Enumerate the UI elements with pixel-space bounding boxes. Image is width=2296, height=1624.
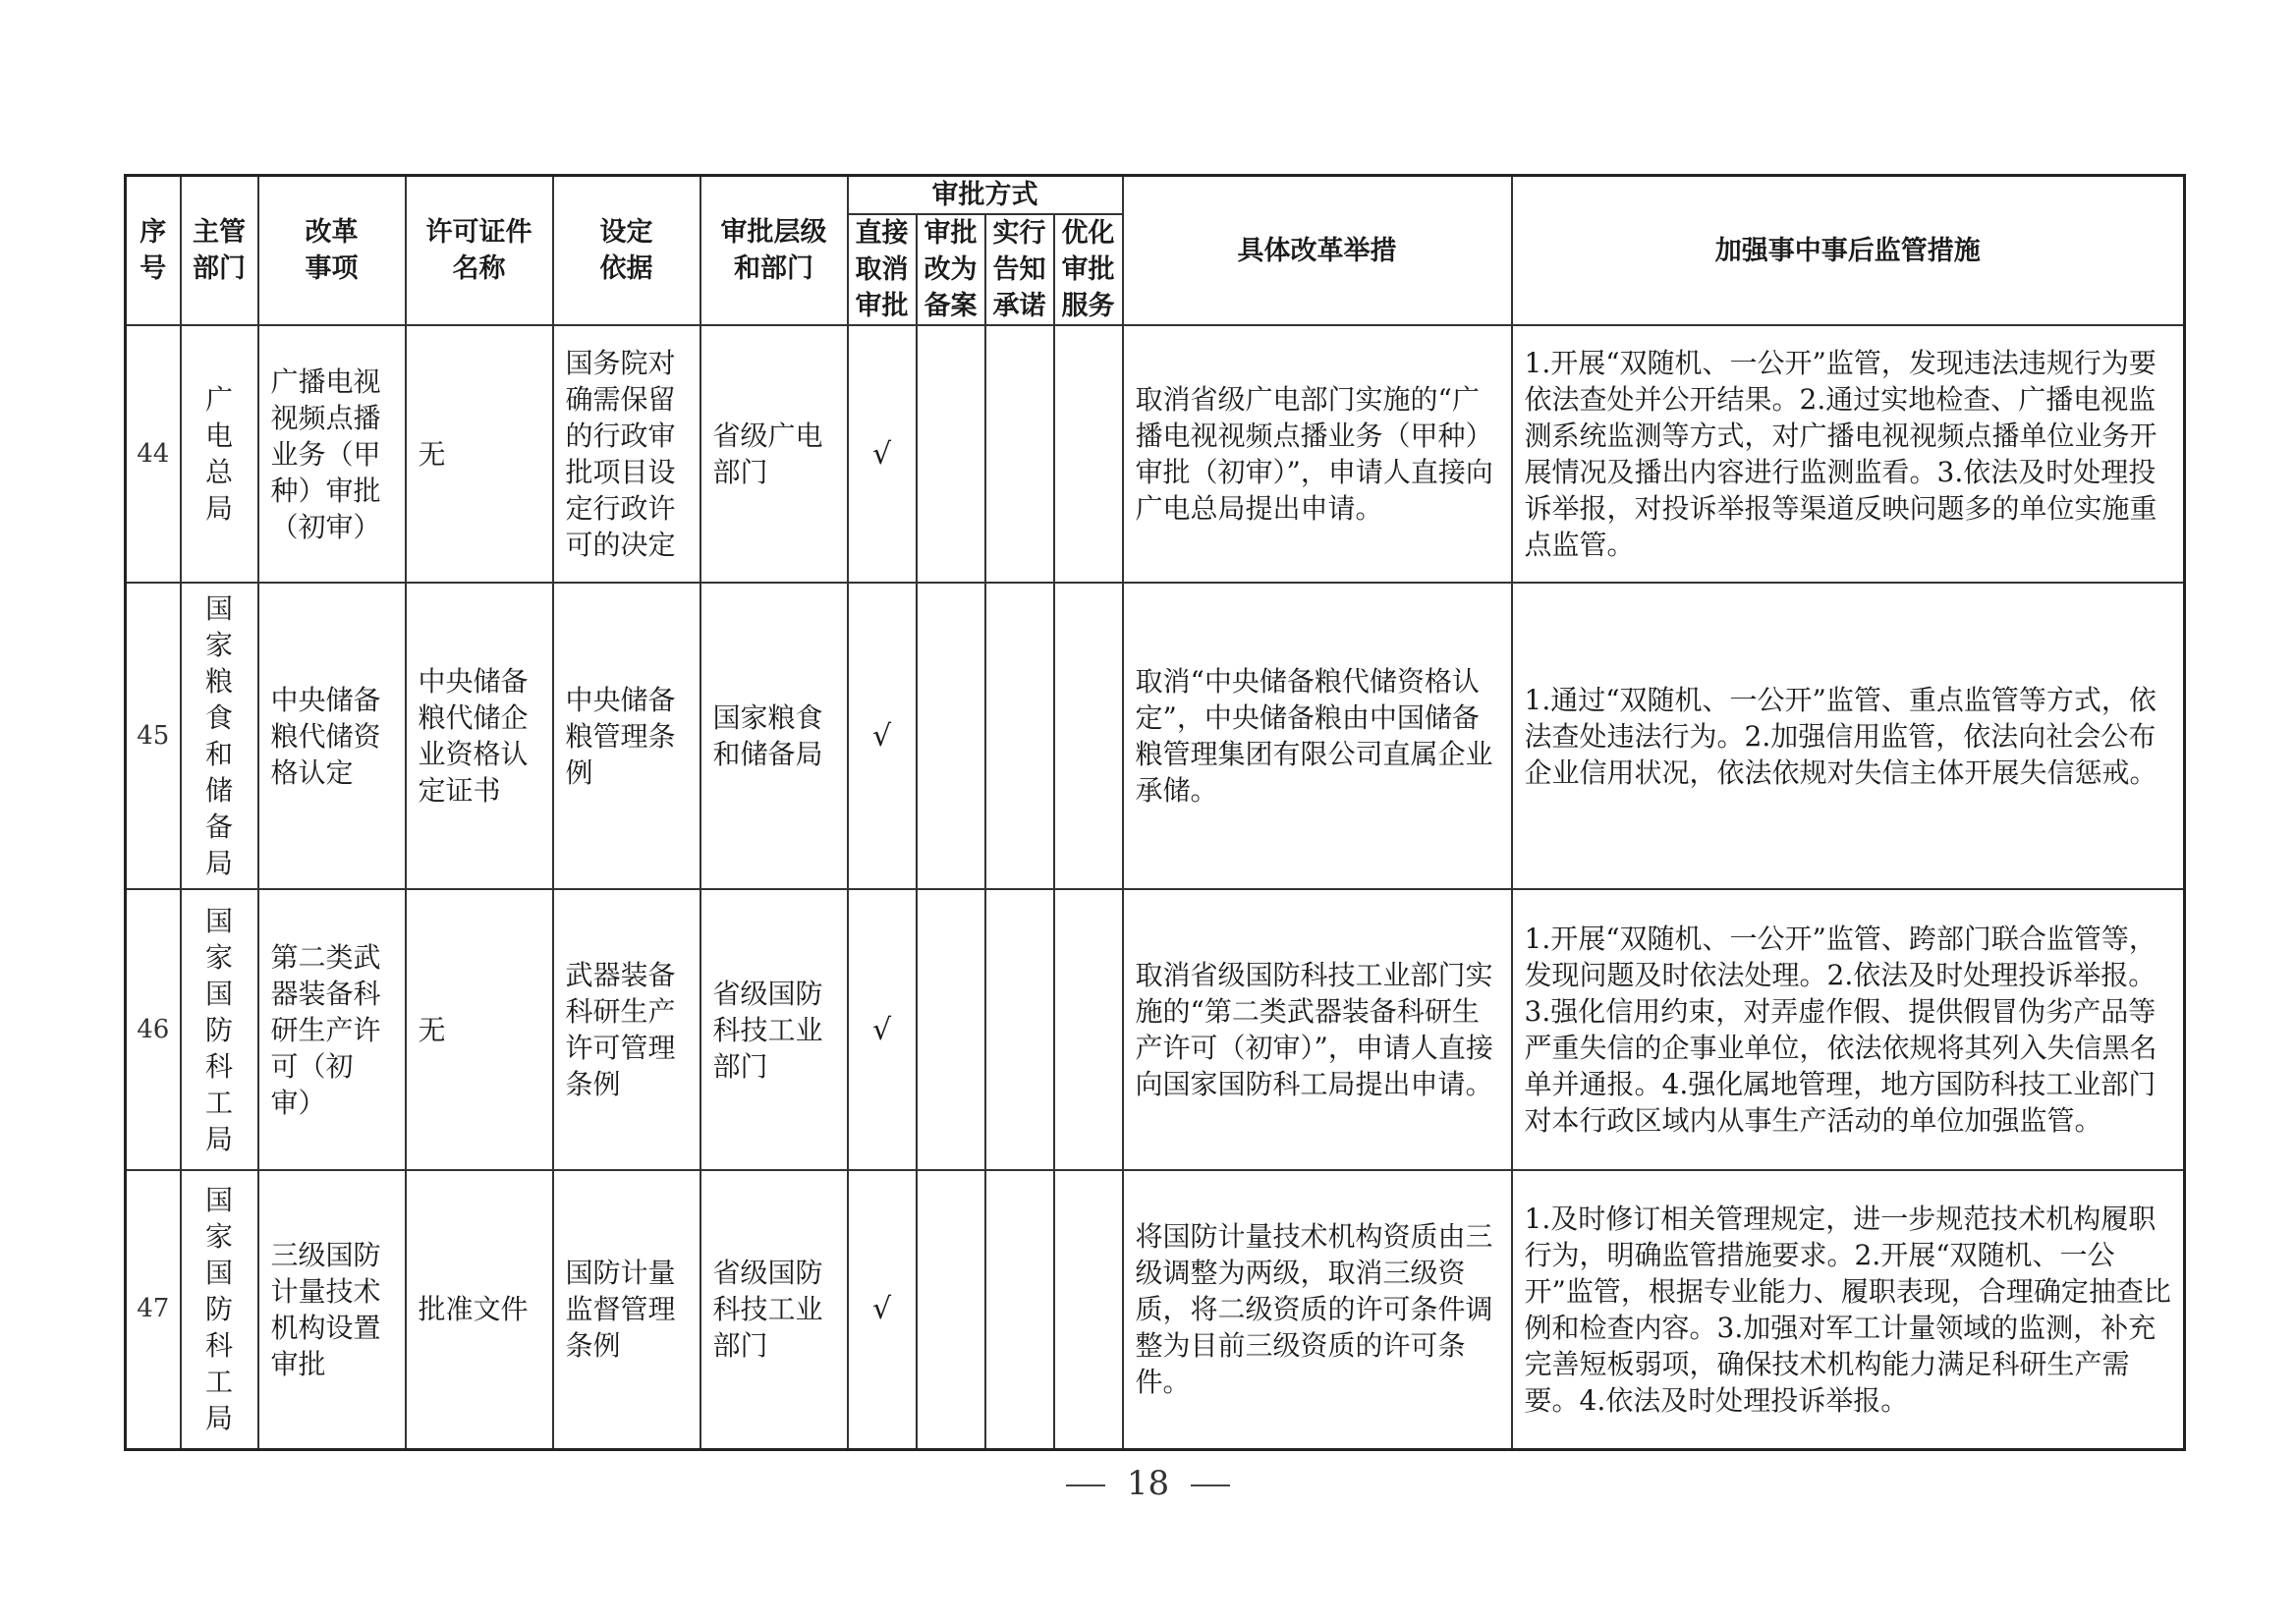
row-check-optimize bbox=[1054, 583, 1123, 889]
row-level: 省级国防科技工业部门 bbox=[700, 1170, 848, 1449]
row-check-notify bbox=[985, 1170, 1054, 1449]
header-method-filing: 审批改为备案 bbox=[917, 214, 985, 325]
row-check-notify bbox=[985, 583, 1054, 889]
row-seq: 47 bbox=[126, 1170, 181, 1449]
row-measures: 取消省级广电部门实施的“广播电视视频点播业务（甲种）审批（初审）”，申请人直接向广电总局提出申请。 bbox=[1123, 325, 1512, 583]
header-basis: 设定依据 bbox=[553, 176, 700, 326]
row-check-cancel: √ bbox=[848, 889, 917, 1170]
row-check-notify bbox=[985, 325, 1054, 583]
row-dept: 广电总局 bbox=[181, 325, 258, 583]
row-level: 国家粮食和储备局 bbox=[700, 583, 848, 889]
row-license: 中央储备粮代储企业资格认定证书 bbox=[406, 583, 553, 889]
row-item: 三级国防计量技术机构设置审批 bbox=[258, 1170, 406, 1449]
row-basis: 国防计量监督管理条例 bbox=[553, 1170, 700, 1449]
row-check-notify bbox=[985, 889, 1054, 1170]
row-check-cancel: √ bbox=[848, 1170, 917, 1449]
row-measures: 取消省级国防科技工业部门实施的“第二类武器装备科研生产许可（初审）”，申请人直接向国家国防科工局提出申请。 bbox=[1123, 889, 1512, 1170]
row-dept: 国家国防科工局 bbox=[181, 1170, 258, 1449]
row-measures: 取消“中央储备粮代储资格认定”，中央储备粮由中国储备粮管理集团有限公司直属企业承储。 bbox=[1123, 583, 1512, 889]
header-method-optimize: 优化审批服务 bbox=[1054, 214, 1123, 325]
row-license: 无 bbox=[406, 889, 553, 1170]
table-row bbox=[126, 889, 2185, 1170]
row-license: 无 bbox=[406, 325, 553, 583]
row-check-filing bbox=[917, 889, 985, 1170]
header-level: 审批层级和部门 bbox=[700, 176, 848, 326]
row-dept: 国家国防科工局 bbox=[181, 889, 258, 1170]
row-check-filing bbox=[917, 325, 985, 583]
row-seq: 44 bbox=[126, 325, 181, 583]
row-supervision: 1.通过“双随机、一公开”监管、重点监管等方式，依法查处违法行为。2.加强信用监管，依法向社会公布企业信用状况，依法依规对失信主体开展失信惩戒。 bbox=[1512, 583, 2185, 889]
row-check-optimize bbox=[1054, 325, 1123, 583]
table-row bbox=[126, 325, 2185, 583]
table-row bbox=[126, 1170, 2185, 1449]
page-number: 18 bbox=[1126, 1464, 1170, 1503]
header-item: 改革事项 bbox=[258, 176, 406, 326]
row-item: 广播电视视频点播业务（甲种）审批（初审） bbox=[258, 325, 406, 583]
page-footer bbox=[0, 1464, 2296, 1503]
row-basis: 武器装备科研生产许可管理条例 bbox=[553, 889, 700, 1170]
row-item: 中央储备粮代储资格认定 bbox=[258, 583, 406, 889]
table-row bbox=[126, 583, 2185, 889]
header-license: 许可证件名称 bbox=[406, 176, 553, 326]
row-check-filing bbox=[917, 583, 985, 889]
row-license: 批准文件 bbox=[406, 1170, 553, 1449]
header-method-group: 审批方式 bbox=[848, 176, 1123, 215]
row-supervision: 1.开展“双随机、一公开”监管、跨部门联合监管等，发现问题及时依法处理。2.依法及时处理投诉举报。3.强化信用约束，对弄虚作假、提供假冒伪劣产品等严重失信的企事业单位，依法依规将其列入失信黑名单并通报。4.强化属地管理，地方国防科技工业部门对本行政区域内从事生产活动的单位加强监管。 bbox=[1512, 889, 2185, 1170]
reform-table bbox=[124, 174, 2186, 1451]
header-seq: 序号 bbox=[126, 176, 181, 326]
row-level: 省级国防科技工业部门 bbox=[700, 889, 848, 1170]
row-check-cancel: √ bbox=[848, 583, 917, 889]
row-check-optimize bbox=[1054, 889, 1123, 1170]
row-dept: 国家粮食和储备局 bbox=[181, 583, 258, 889]
header-method-cancel: 直接取消审批 bbox=[848, 214, 917, 325]
header-supervision: 加强事中事后监管措施 bbox=[1512, 176, 2185, 326]
row-supervision: 1.开展“双随机、一公开”监管，发现违法违规行为要依法查处并公开结果。2.通过实地检查、广播电视监测系统监测等方式，对广播电视视频点播单位业务开展情况及播出内容进行监测监看。3.依法及时处理投诉举报，对投诉举报等渠道反映问题多的单位实施重点监管。 bbox=[1512, 325, 2185, 583]
header-method-notify: 实行告知承诺 bbox=[985, 214, 1054, 325]
row-supervision: 1.及时修订相关管理规定，进一步规范技术机构履职行为，明确监管措施要求。2.开展“双随机、一公开”监管，根据专业能力、履职表现，合理确定抽查比例和检查内容。3.加强对军工计量领域的监测，补充完善短板弱项，确保技术机构能力满足科研生产需要。4.依法及时处理投诉举报。 bbox=[1512, 1170, 2185, 1449]
row-basis: 国务院对确需保留的行政审批项目设定行政许可的决定 bbox=[553, 325, 700, 583]
row-level: 省级广电部门 bbox=[700, 325, 848, 583]
header-measures: 具体改革举措 bbox=[1123, 176, 1512, 326]
header-dept: 主管部门 bbox=[181, 176, 258, 326]
row-seq: 45 bbox=[126, 583, 181, 889]
row-item: 第二类武器装备科研生产许可（初审） bbox=[258, 889, 406, 1170]
row-check-filing bbox=[917, 1170, 985, 1449]
row-check-optimize bbox=[1054, 1170, 1123, 1449]
footer-dash-right bbox=[1191, 1484, 1230, 1486]
footer-dash-left bbox=[1066, 1484, 1105, 1486]
table-header bbox=[126, 176, 2185, 326]
row-basis: 中央储备粮管理条例 bbox=[553, 583, 700, 889]
row-check-cancel: √ bbox=[848, 325, 917, 583]
row-seq: 46 bbox=[126, 889, 181, 1170]
row-measures: 将国防计量技术机构资质由三级调整为两级，取消三级资质，将二级资质的许可条件调整为目前三级资质的许可条件。 bbox=[1123, 1170, 1512, 1449]
